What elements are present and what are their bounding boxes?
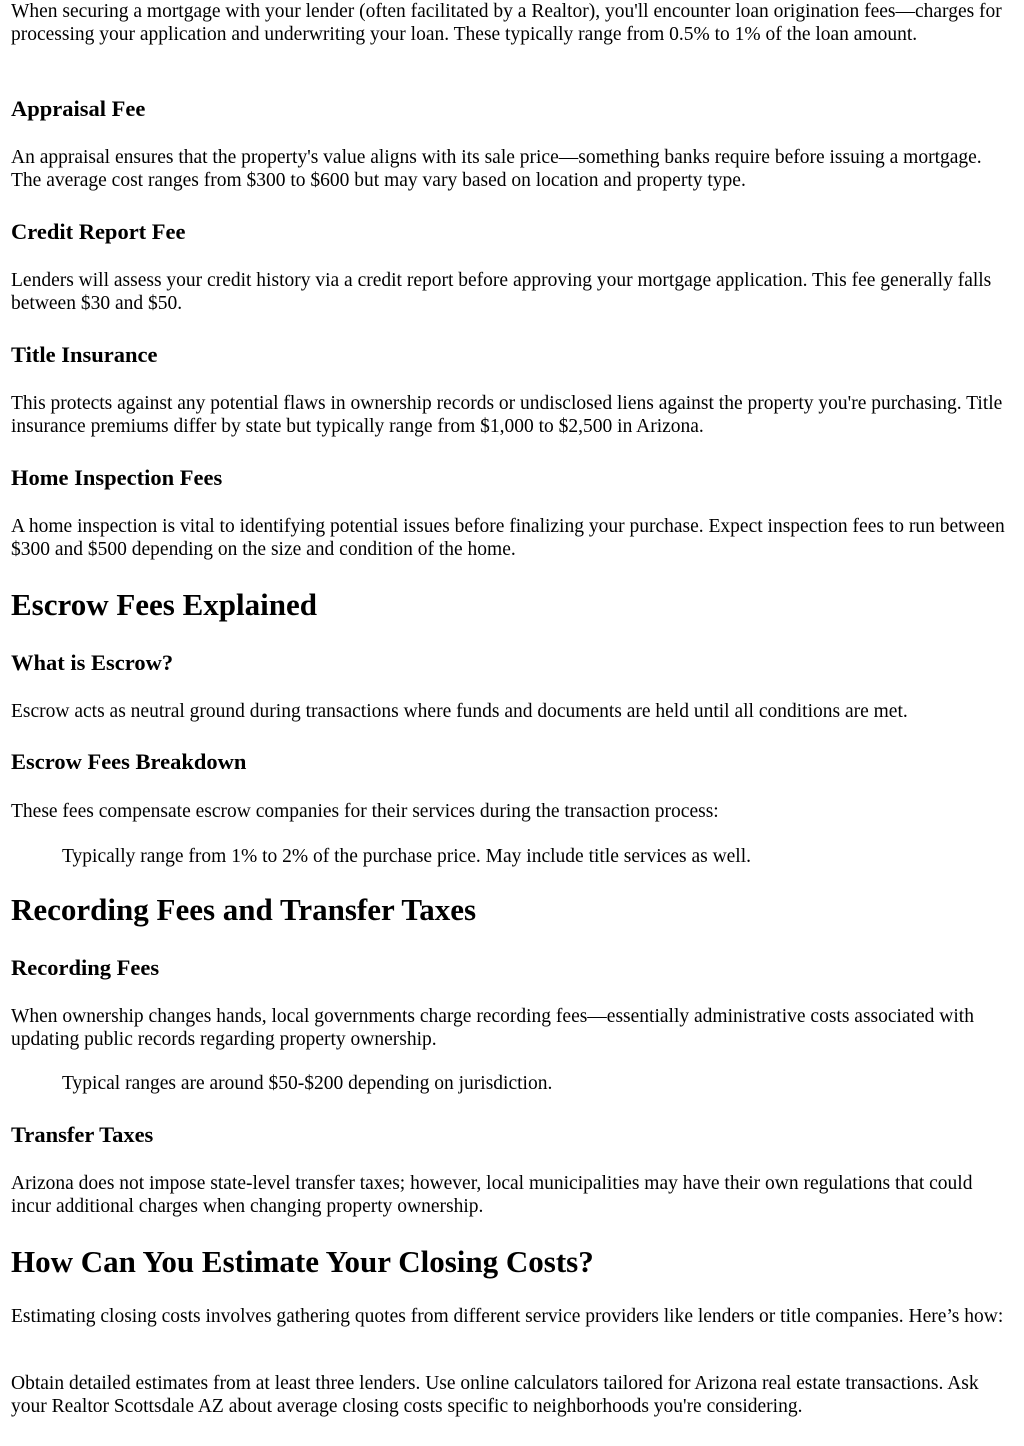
recording-fees-section-heading: Recording Fees and Transfer Taxes bbox=[11, 892, 477, 927]
appraisal-fee-heading: Appraisal Fee bbox=[11, 96, 146, 121]
title-insurance-paragraph: This protects against any potential flaws in ownership records or undisclosed liens against the property you're purchasing. Title insurance premiums differ by state but typically range from $1,000 to $2,500 in Arizona. bbox=[11, 393, 1003, 437]
escrow-fees-section-heading: Escrow Fees Explained bbox=[11, 587, 317, 622]
estimate-closing-costs-paragraph: Estimating closing costs involves gathering quotes from different service providers like lenders or title companies. Here’s how: bbox=[11, 1306, 1004, 1327]
what-is-escrow-paragraph: Escrow acts as neutral ground during transactions where funds and documents are held until all conditions are met. bbox=[11, 701, 908, 722]
recording-fees-heading: Recording Fees bbox=[11, 955, 160, 980]
appraisal-fee-paragraph: An appraisal ensures that the property's value aligns with its sale price—something banks require before issuing a mortgage. The average cost ranges from $300 to $600 but may vary based on location and property type. bbox=[11, 147, 982, 191]
credit-report-fee-paragraph: Lenders will assess your credit history via a credit report before approving your mortgage application. This fee generally falls between $30 and $50. bbox=[11, 270, 992, 314]
escrow-fees-breakdown-paragraph: These fees compensate escrow companies for their services during the transaction process: bbox=[11, 801, 719, 822]
home-inspection-fees-heading: Home Inspection Fees bbox=[11, 465, 223, 490]
home-inspection-fees-paragraph: A home inspection is vital to identifying potential issues before finalizing your purchase. Expect inspection fees to run between $300 and $500 depending on the size and condition of the home. bbox=[11, 516, 1005, 560]
escrow-fees-blockquote: Typically range from 1% to 2% of the purchase price. May include title services as well. bbox=[62, 846, 752, 867]
what-is-escrow-heading: What is Escrow? bbox=[11, 650, 174, 675]
escrow-fees-breakdown-heading: Escrow Fees Breakdown bbox=[11, 749, 247, 774]
transfer-taxes-paragraph: Arizona does not impose state-level transfer taxes; however, local municipalities may have their own regulations that could incur additional charges when changing property ownership. bbox=[11, 1173, 973, 1217]
estimate-closing-costs-heading: How Can You Estimate Your Closing Costs? bbox=[11, 1244, 594, 1279]
intro-paragraph: When securing a mortgage with your lender (often facilitated by a Realtor), you'll encounter loan origination fees—charges for processing your application and underwriting your loan. These typically range from 0.5% to 1% of the loan amount. bbox=[11, 1, 1002, 45]
estimate-steps-paragraph: Obtain detailed estimates from at least three lenders. Use online calculators tailored for Arizona real estate transactions. Ask your Realtor Scottsdale AZ about average closing costs specific to neighborhoods you're considering. bbox=[11, 1373, 979, 1417]
recording-fees-paragraph: When ownership changes hands, local governments charge recording fees—essentially administrative costs associated with updating public records regarding property ownership. bbox=[11, 1006, 974, 1050]
credit-report-fee-heading: Credit Report Fee bbox=[11, 219, 186, 244]
title-insurance-heading: Title Insurance bbox=[11, 342, 158, 367]
transfer-taxes-heading: Transfer Taxes bbox=[11, 1122, 154, 1147]
recording-fees-blockquote: Typical ranges are around $50-$200 depending on jurisdiction. bbox=[62, 1073, 553, 1094]
